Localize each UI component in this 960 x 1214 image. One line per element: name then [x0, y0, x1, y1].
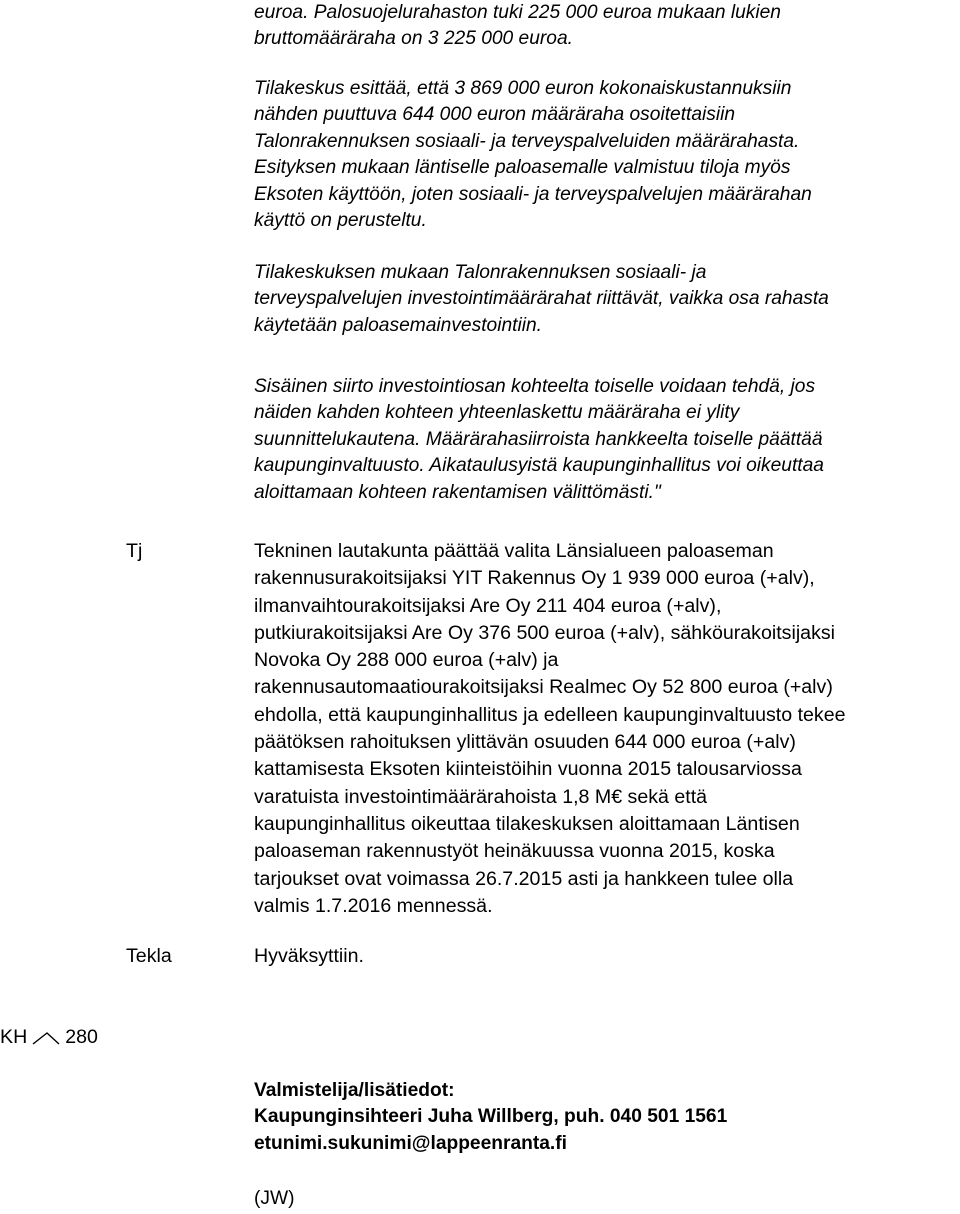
text-line: Hyväksyttiin.	[254, 945, 364, 967]
text-line: kattamisesta Eksoten kiinteistöihin vuonna 2015 talousarviossa	[254, 758, 802, 781]
text-line: euroa. Palosuojelurahaston tuki 225 000 euroa mukaan lukien	[254, 2, 781, 23]
text-line: kaupunginvaltuusto. Aikataulusyistä kaupunginhallitus voi oikeuttaa	[254, 455, 824, 477]
text-line: varatuista investointimäärärahoista 1,8 M€ sekä että	[254, 785, 708, 808]
contact-person: Kaupunginsihteeri Juha Willberg, puh. 040 501 1561	[254, 1106, 728, 1128]
text-line: Sisäinen siirto investointiosan kohteelta toiselle voidaan tehdä, jos	[254, 376, 816, 397]
text-line: Tilakeskuksen mukaan Talonrakennuksen sosiaali- ja	[254, 262, 707, 283]
text-line: ilmanvaihtourakoitsijaksi Are Oy 211 404 euroa (+alv),	[254, 594, 722, 617]
text-line: nähden puuttuva 644 000 euron määräraha osoitettaisiin	[254, 104, 736, 126]
section-marker	[0, 1024, 98, 1050]
text-line: rakennusurakoitsijaksi YIT Rakennus Oy 1 939 000 euroa (+alv),	[254, 567, 815, 590]
contact-block	[254, 1078, 727, 1157]
decision-label: Tekla	[126, 945, 172, 967]
section-number: 280	[65, 1026, 98, 1048]
text-line: kaupunginhallitus oikeuttaa tilakeskuksen aloittamaan Läntisen	[254, 812, 800, 835]
text-line: suunnittelukautena. Määrärahasiirroista hankkeelta toiselle päättää	[254, 428, 823, 450]
text-line: Talonrakennuksen sosiaali- ja terveyspalveluiden määrärahasta.	[254, 130, 800, 152]
section-arrow-icon	[29, 1024, 63, 1050]
text-line: putkiurakoitsijaksi Are Oy 376 500 euroa (+alv), sähköurakoitsijaksi	[254, 621, 836, 644]
text-line: käyttö on perusteltu.	[254, 209, 427, 231]
text-line: Esityksen mukaan läntiselle paloasemalle valmistuu tiloja myös	[254, 157, 791, 179]
section-prefix: KH	[0, 1026, 28, 1048]
proposal-text	[254, 538, 960, 920]
text-line: Novoka Oy 288 000 euroa (+alv) ja	[254, 649, 559, 672]
quoted-paragraph-3	[254, 260, 958, 339]
quoted-paragraph-1	[254, 0, 958, 53]
text-line: terveyspalvelujen investointimäärärahat riittävät, vaikka osa rahasta	[254, 288, 829, 310]
text-line: paloaseman rakennustyöt heinäkuussa vuonna 2015, koska	[254, 840, 775, 863]
text-line: Eksoten käyttöön, joten sosiaali- ja terveyspalvelujen määrärahan	[254, 183, 812, 205]
text-line: päätöksen rahoituksen ylittävän osuuden 644 000 euroa (+alv)	[254, 731, 796, 754]
text-line: ehdolla, että kaupunginhallitus ja edelleen kaupunginvaltuusto tekee	[254, 703, 846, 726]
text-line: valmis 1.7.2016 mennessä.	[254, 894, 493, 917]
preparer-initials: (JW)	[254, 1188, 295, 1209]
decision-text	[254, 943, 960, 970]
text-line: tarjoukset ovat voimassa 26.7.2015 asti ja hankkeen tulee olla	[254, 867, 794, 890]
text-line: näiden kahden kohteen yhteenlaskettu määräraha ei ylity	[254, 402, 740, 424]
text-line: Tekninen lautakunta päättää valita Länsialueen paloaseman	[254, 540, 774, 562]
quoted-paragraph-4	[254, 374, 958, 506]
text-line: käytetään paloasemainvestointiin.	[254, 314, 542, 336]
proposal-label: Tj	[126, 540, 143, 562]
contact-email: etunimi.sukunimi@lappeenranta.fi	[254, 1132, 567, 1154]
text-line: bruttomääräraha on 3 225 000 euroa.	[254, 28, 573, 50]
quoted-paragraph-2	[254, 76, 958, 234]
text-line: rakennusautomaatiourakoitsijaksi Realmec Oy 52 800 euroa (+alv)	[254, 676, 833, 699]
text-line: aloittamaan kohteen rakentamisen välittömästi."	[254, 481, 661, 503]
contact-heading: Valmistelija/lisätiedot:	[254, 1080, 455, 1101]
text-line: Tilakeskus esittää, että 3 869 000 euron kokonaiskustannuksiin	[254, 78, 792, 99]
